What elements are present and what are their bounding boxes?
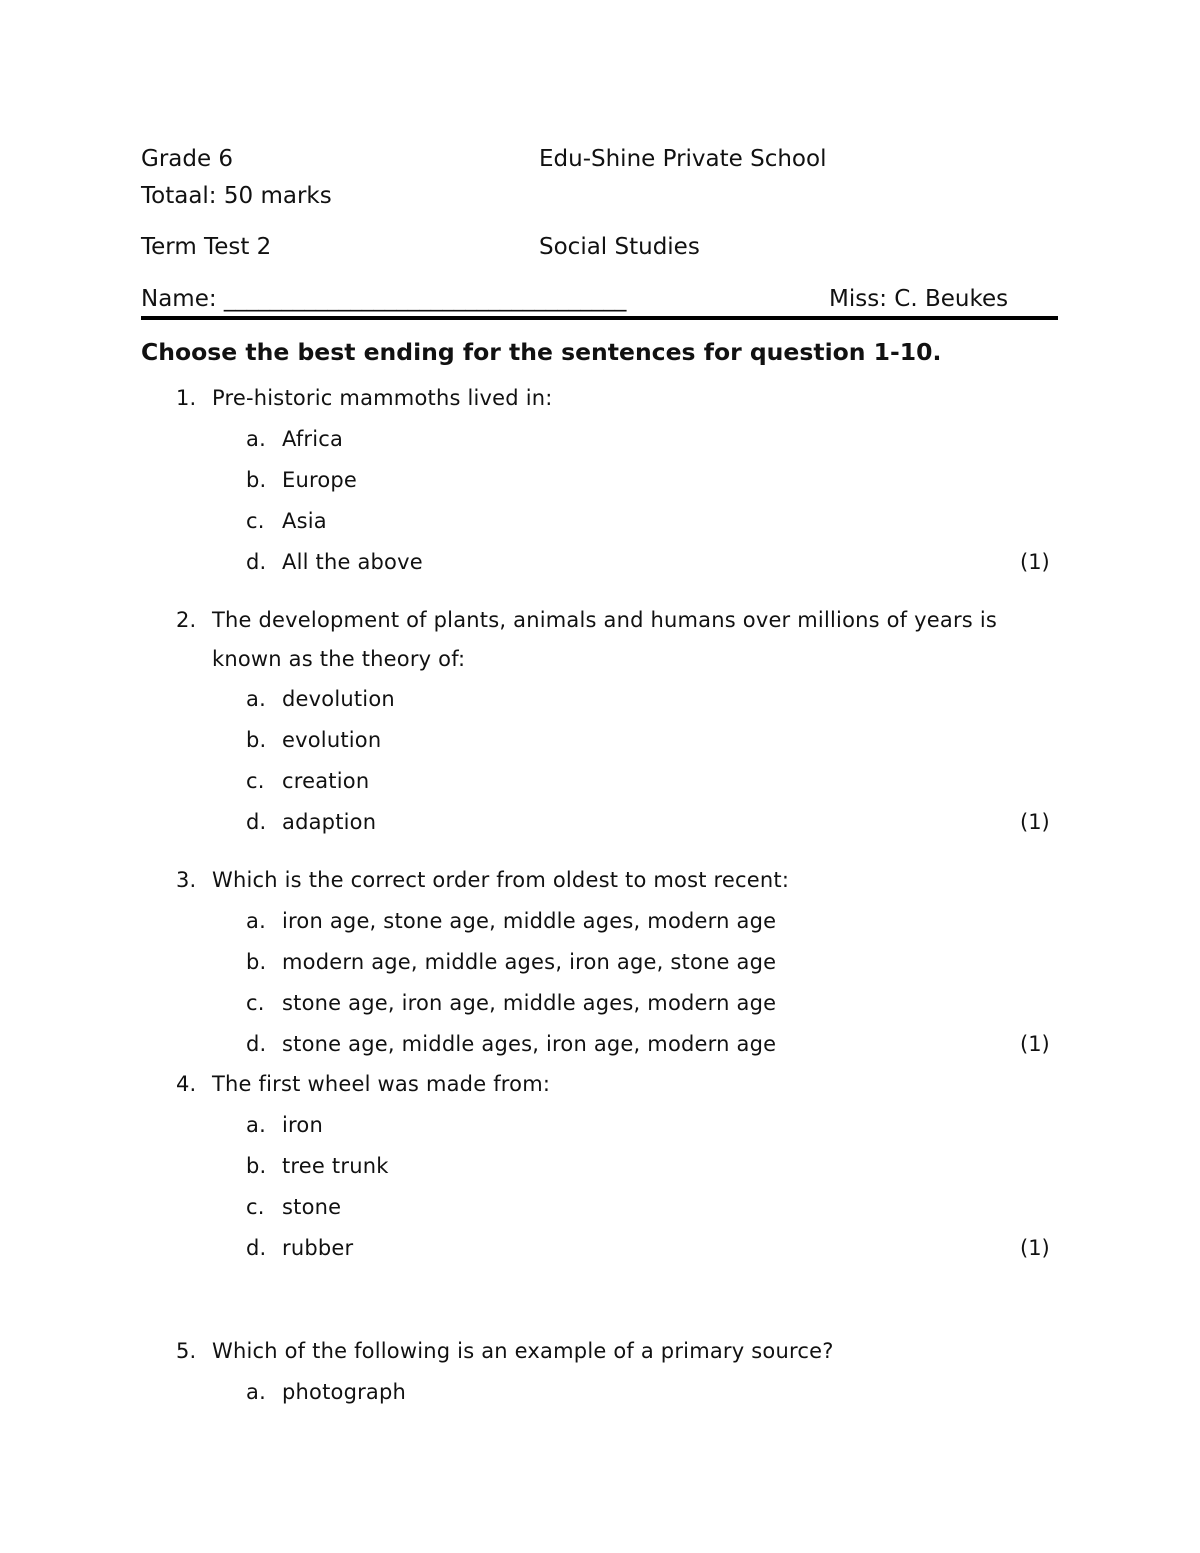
option-letter: d. (246, 1236, 267, 1260)
option-text: All the above (282, 550, 423, 574)
option-letter: d. (246, 810, 267, 834)
option-letter: d. (246, 550, 267, 574)
option-letter: c. (246, 1195, 265, 1219)
name-field[interactable]: Name: ___________________________________ (141, 286, 627, 312)
question-number: 1. (176, 386, 197, 410)
teacher-name: Miss: C. Beukes (829, 286, 1009, 312)
option-text: Europe (282, 468, 358, 492)
option-text: Asia (282, 509, 327, 533)
question-text: Which of the following is an example of a primary source? (212, 1339, 834, 1363)
option-letter: a. (246, 687, 266, 711)
question-number: 2. (176, 608, 197, 632)
mark-allocation-1: (1) (1020, 550, 1050, 574)
option-text: stone (282, 1195, 342, 1219)
grade-label: Grade 6 (141, 146, 234, 172)
option-text: tree trunk (282, 1154, 389, 1178)
option-letter: c. (246, 509, 265, 533)
question-number: 4. (176, 1072, 197, 1096)
option-text: devolution (282, 687, 395, 711)
option-text: creation (282, 769, 370, 793)
option-text: stone age, middle ages, iron age, modern age (282, 1032, 777, 1056)
option-text: modern age, middle ages, iron age, stone age (282, 950, 777, 974)
mark-allocation-4: (1) (1020, 1236, 1050, 1260)
total-marks: Totaal: 50 marks (141, 183, 332, 209)
mark-allocation-3: (1) (1020, 1032, 1050, 1056)
subject-label: Social Studies (539, 234, 700, 260)
question-text: Pre-historic mammoths lived in: (212, 386, 553, 410)
question-text: Which is the correct order from oldest to most recent: (212, 868, 790, 892)
header-divider (141, 316, 1058, 320)
option-text: photograph (282, 1380, 407, 1404)
option-text: iron age, stone age, middle ages, modern age (282, 909, 777, 933)
option-text: evolution (282, 728, 382, 752)
question-number: 3. (176, 868, 197, 892)
mark-allocation-2: (1) (1020, 810, 1050, 834)
option-letter: a. (246, 909, 266, 933)
question-text: The development of plants, animals and humans over millions of years is (212, 608, 997, 632)
question-text: The first wheel was made from: (212, 1072, 551, 1096)
school-name: Edu-Shine Private School (539, 146, 827, 172)
option-text: iron (282, 1113, 323, 1137)
question-number: 5. (176, 1339, 197, 1363)
option-letter: c. (246, 769, 265, 793)
option-letter: b. (246, 1154, 267, 1178)
option-letter: b. (246, 728, 267, 752)
option-text: stone age, iron age, middle ages, modern age (282, 991, 777, 1015)
option-letter: b. (246, 468, 267, 492)
test-title: Term Test 2 (141, 234, 272, 260)
option-text: Africa (282, 427, 344, 451)
option-letter: c. (246, 991, 265, 1015)
option-letter: b. (246, 950, 267, 974)
option-letter: a. (246, 1380, 266, 1404)
option-letter: a. (246, 1113, 266, 1137)
option-letter: d. (246, 1032, 267, 1056)
option-letter: a. (246, 427, 266, 451)
option-text: rubber (282, 1236, 354, 1260)
instructions-heading: Choose the best ending for the sentences for question 1-10. (141, 338, 942, 366)
option-text: adaption (282, 810, 377, 834)
question-text: known as the theory of: (212, 647, 466, 671)
